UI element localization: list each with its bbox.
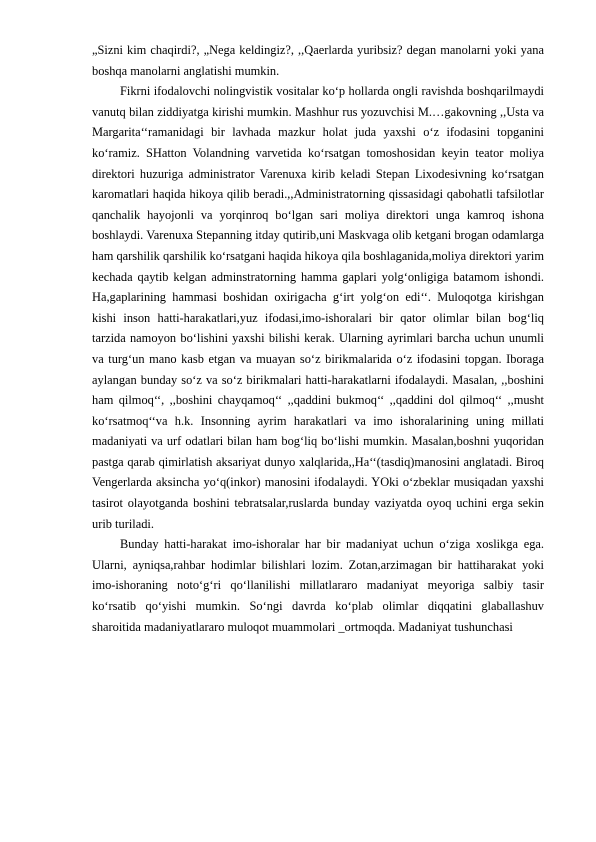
paragraph-3: Bunday hatti-harakat imo-ishoralar har bir madaniyat uchun o‘ziga xoslikga ega. Ularni, ayniqsa,rahbar hodimlar bilishlari lozim. Zotan,arzimagan bir hattiharakat yoki imo-ishoraning noto‘g‘ri qo‘llanilishi millatlararo madaniyat meyoriga salbiy tasir ko‘rsatib qo‘yishi mumkin. So‘ngi davrda ko‘plab olimlar diqqatini glaballashuv sharoitida madaniyatlararo muloqot muammolari _ortmoqda. Madaniyat tushunchasi [92, 537, 544, 634]
document-page [92, 40, 544, 637]
paragraph-2: Fikrni ifodalovchi nolingvistik vositalar ko‘p hollarda ongli ravishda boshqarilmaydi vanutq bilan ziddiyatga kirishi mumkin. Mashhur rus yozuvchisi M.…gakovning ,,Usta va Margarita‘‘ramanidagi bir lavhada mazkur holat juda yaxshi o‘z ifodasini topganini ko‘ramiz. SHatton Volandning varvetida ko‘rsatgan tomoshosidan keyin teator moliya direktori huzuriga administrator Varenuxa kirib keladi Stepan Lixodesivning ko‘rsatgan karomatlari haqida hikoya qilib beradi.,,Administratorning qissasidagi qabohatli tafsilotlar qanchalik hayojonli va yorqinroq bo‘lgan sari moliya direktori unga kamroq ishona boshlaydi. Varenuxa Stepanning itday qutirib,uni Maskvaga olib ketgani brogan odamlarga ham qarshilik qarshilik ko‘rsatgani haqida hikoya qila boshlaganida,moliya direktori yarim kechada qaytib kelgan adminstratorning hamma gaplari yolg‘onligiga batamom ishondi. Ha,gaplarining hammasi boshidan oxirigacha g‘irt yolg‘on edi‘‘. Muloqotga kirishgan kishi inson hatti-harakatlari,yuz ifodasi,imo-ishoralari bir qator olimlar bilan bog‘liq tarzida namoyon bo‘lishini yaxshi bilishi kerak. Ularning ayrimlari barcha uchun unumli va turg‘un mano kasb etgan va muayan so‘z birikmalarida o‘z ifodasini topgan. Iboraga aylangan bunday so‘z va so‘z birikmalari hatti-harakatlarni ifodalaydi. Masalan, ,,boshini ham qilmoq‘‘, ,,boshini chayqamoq‘‘ ,,qaddini bukmoq‘‘ ,,qaddini dol qilmoq‘‘ ,,musht ko‘rsatmoq‘‘va h.k. Insonning ayrim harakatlari va imo ishoralarining uning millati madaniyati va urf odatlari bilan ham bog‘liq bo‘lishi mumkin. Masalan,boshni yuqoridan pastga qarab qimirlatish aksariyat dunyo xalqlarida,,Ha‘‘(tasdiq)manosini anglatadi. Biroq Vengerlarda aksincha yo‘q(inkor) manosini ifodalaydi. YOki o‘zbeklar musiqadan yaxshi tasirot olayotganda boshini tebratsalar,ruslarda bunday vaziyatda oyoq uchini erga sekin urib turiladi. [92, 84, 544, 531]
paragraph-1: „Sizni kim chaqirdi?, „Nega keldingiz?, ,,Qaerlarda yuribsiz? degan manolarni yoki yana boshqa manolarni anglatishi mumkin. [92, 43, 544, 78]
